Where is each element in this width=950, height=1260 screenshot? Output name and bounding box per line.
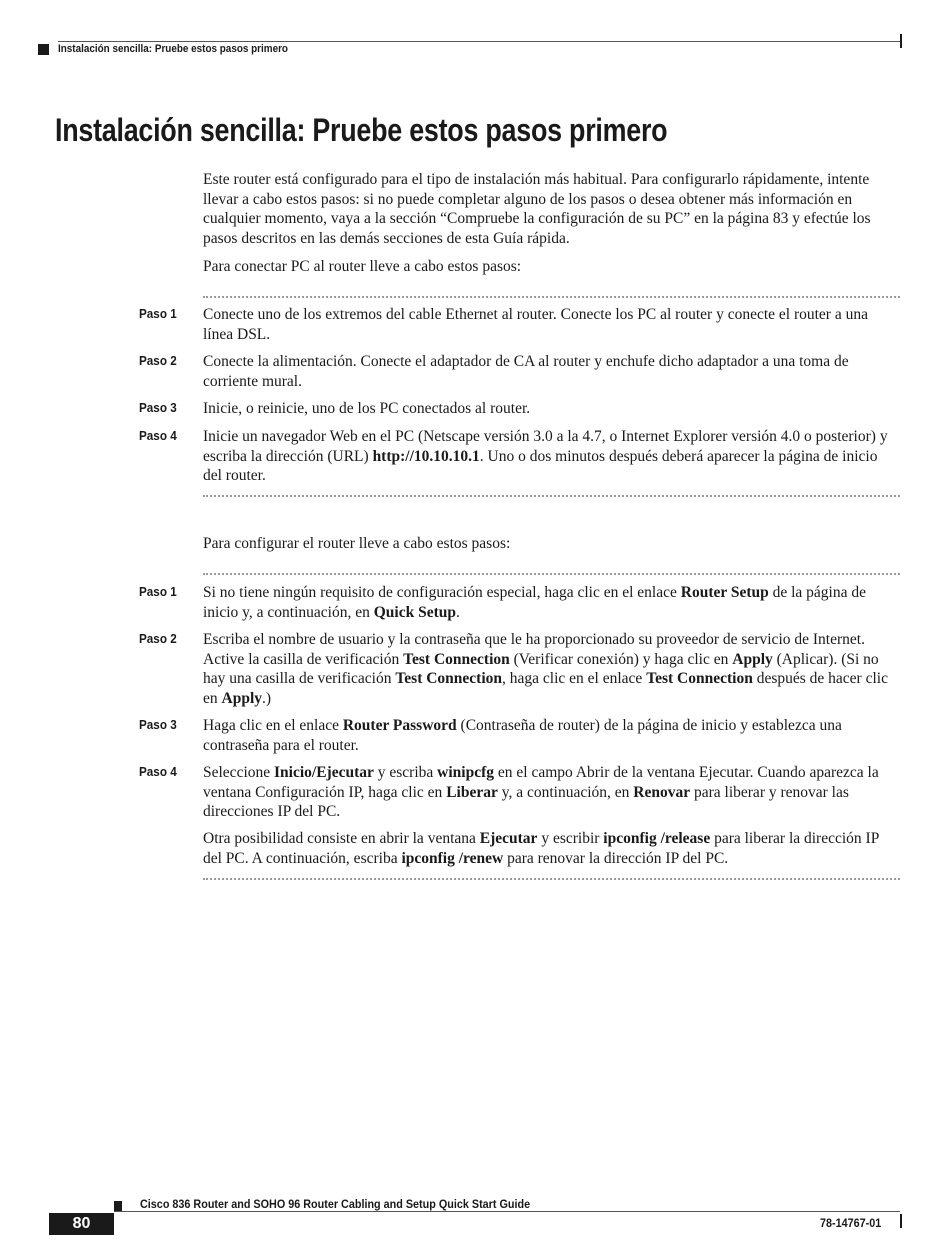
bold-term: Test Connection	[646, 670, 753, 687]
header-edge-bar	[900, 34, 902, 48]
step-text	[203, 630, 900, 708]
running-header: Instalación sencilla: Pruebe estos pasos primero	[58, 43, 288, 55]
text-run: .)	[262, 689, 272, 707]
text-run: Si no tiene ningún requisito de configuración especial, haga clic en el enlace	[203, 584, 681, 601]
text-run: Inicie un navegador Web en el PC (Netscape versión 3.0 a la 4.7, o Internet Explorer versión 4.0 o posterior) y escriba la dirección (URL)	[203, 428, 888, 465]
header-square-icon	[38, 44, 49, 55]
step-label: Paso 3	[139, 717, 177, 732]
step-label: Paso 4	[139, 764, 177, 779]
bold-term: Test Connection	[403, 650, 510, 668]
text-run: (Verificar conexión) y haga clic en	[509, 650, 733, 668]
footer-guide-title: Cisco 836 Router and SOHO 96 Router Cabling and Setup Quick Start Guide	[140, 1197, 531, 1211]
step-text	[203, 305, 900, 344]
section-divider	[203, 573, 900, 575]
text-run: Inicie, o reinicie, uno de los PC conectados al router.	[203, 400, 531, 417]
footer-rule	[114, 1211, 900, 1212]
text-run: Escriba el nombre de usuario y la contraseña que le ha proporcionado su proveedor de servicio de Internet. Active la casilla de verificación	[203, 631, 865, 668]
bold-term: Inicio/Ejecutar	[274, 764, 374, 781]
bold-term: winipcfg	[437, 764, 494, 781]
text-run: (Contraseña de router) de la página de inicio y establezca una contraseña para el router.	[203, 717, 842, 754]
step-text	[203, 399, 900, 419]
footer-edge-bar	[900, 1214, 902, 1228]
bold-term: Router Setup	[680, 584, 769, 601]
alternative-paragraph	[203, 829, 900, 868]
text-run: , haga clic en el enlace	[502, 670, 647, 687]
section-divider	[203, 296, 900, 298]
section-divider	[203, 878, 900, 880]
step-label: Paso 2	[139, 631, 177, 646]
text-run: Haga clic en el enlace	[203, 717, 343, 734]
step-text	[203, 716, 900, 755]
document-number: 78-14767-01	[820, 1216, 882, 1230]
text-run: de la página de inicio y, a continuación, en	[203, 584, 866, 621]
intro-paragraph: Este router está configurado para el tipo de instalación más habitual. Para configurarlo rápidamente, intente llevar a cabo estos pasos: si no puede completar alguno de los pasos o desea obtener más información en cualquier momento, vaya a la sección “Compruebe la configuración de su PC” en la página 83 y efectúe los pasos descritos en las demás secciones de esta Guía rápida.	[203, 171, 871, 247]
step-label: Paso 1	[139, 306, 177, 321]
step-text	[203, 427, 900, 486]
step-text	[203, 763, 900, 822]
text-run: Otra posibilidad consiste en abrir la ventana	[203, 830, 480, 847]
text-run: para liberar y renovar las direcciones IP del PC.	[203, 783, 849, 820]
text-run: Conecte uno de los extremos del cable Ethernet al router. Conecte los PC al router y conecte el router a una línea DSL.	[203, 306, 868, 343]
bold-term: Apply	[221, 689, 263, 707]
bold-term: Apply	[732, 650, 773, 668]
bold-term: Test Connection	[395, 670, 503, 687]
page-title: Instalación sencilla: Pruebe estos pasos primero	[55, 112, 668, 148]
text-run: para liberar la dirección IP del PC. A continuación, escriba	[203, 830, 879, 867]
text-run: y escriba	[373, 764, 438, 781]
text-run: después de hacer clic en	[203, 670, 888, 707]
footer-square-icon	[114, 1201, 122, 1211]
text-run: y, a continuación, en	[497, 783, 634, 801]
text-run: (Aplicar). (Si no hay una casilla de verificación	[203, 650, 879, 687]
connect-intro: Para conectar PC al router lleve a cabo estos pasos:	[203, 258, 522, 275]
step-text	[203, 352, 900, 391]
bold-term: ipconfig /release	[603, 830, 711, 847]
bold-term: Liberar	[446, 783, 498, 801]
step-label: Paso 4	[139, 428, 177, 443]
page-number: 80	[49, 1213, 114, 1235]
bold-term: Ejecutar	[479, 830, 538, 847]
bold-term: ipconfig /renew	[401, 849, 504, 867]
text-run: para renovar la dirección IP del PC.	[503, 849, 729, 867]
text-run: en el campo Abrir de la ventana Ejecutar. Cuando aparezca la ventana Configuración IP, haga clic en	[203, 764, 879, 801]
step-text	[203, 583, 900, 622]
step-label: Paso 1	[139, 584, 177, 599]
bold-term: Renovar	[633, 783, 691, 801]
step-label: Paso 2	[139, 353, 177, 368]
bold-term: http://10.10.10.1	[372, 447, 480, 465]
text-run: . Uno o dos minutos después deberá aparecer la página de inicio del router.	[203, 447, 878, 484]
section-divider	[203, 495, 900, 497]
text-run: y escribir	[537, 830, 604, 847]
text-run: Seleccione	[203, 764, 275, 781]
configure-intro: Para configurar el router lleve a cabo estos pasos:	[203, 535, 511, 552]
header-rule	[58, 41, 900, 42]
text-run: Conecte la alimentación. Conecte el adaptador de CA al router y enchufe dicho adaptador a una toma de corriente mural.	[203, 353, 849, 390]
bold-term: Router Password	[342, 717, 457, 734]
step-label: Paso 3	[139, 400, 177, 415]
bold-term: Quick Setup	[373, 603, 457, 621]
text-run: .	[456, 603, 460, 621]
